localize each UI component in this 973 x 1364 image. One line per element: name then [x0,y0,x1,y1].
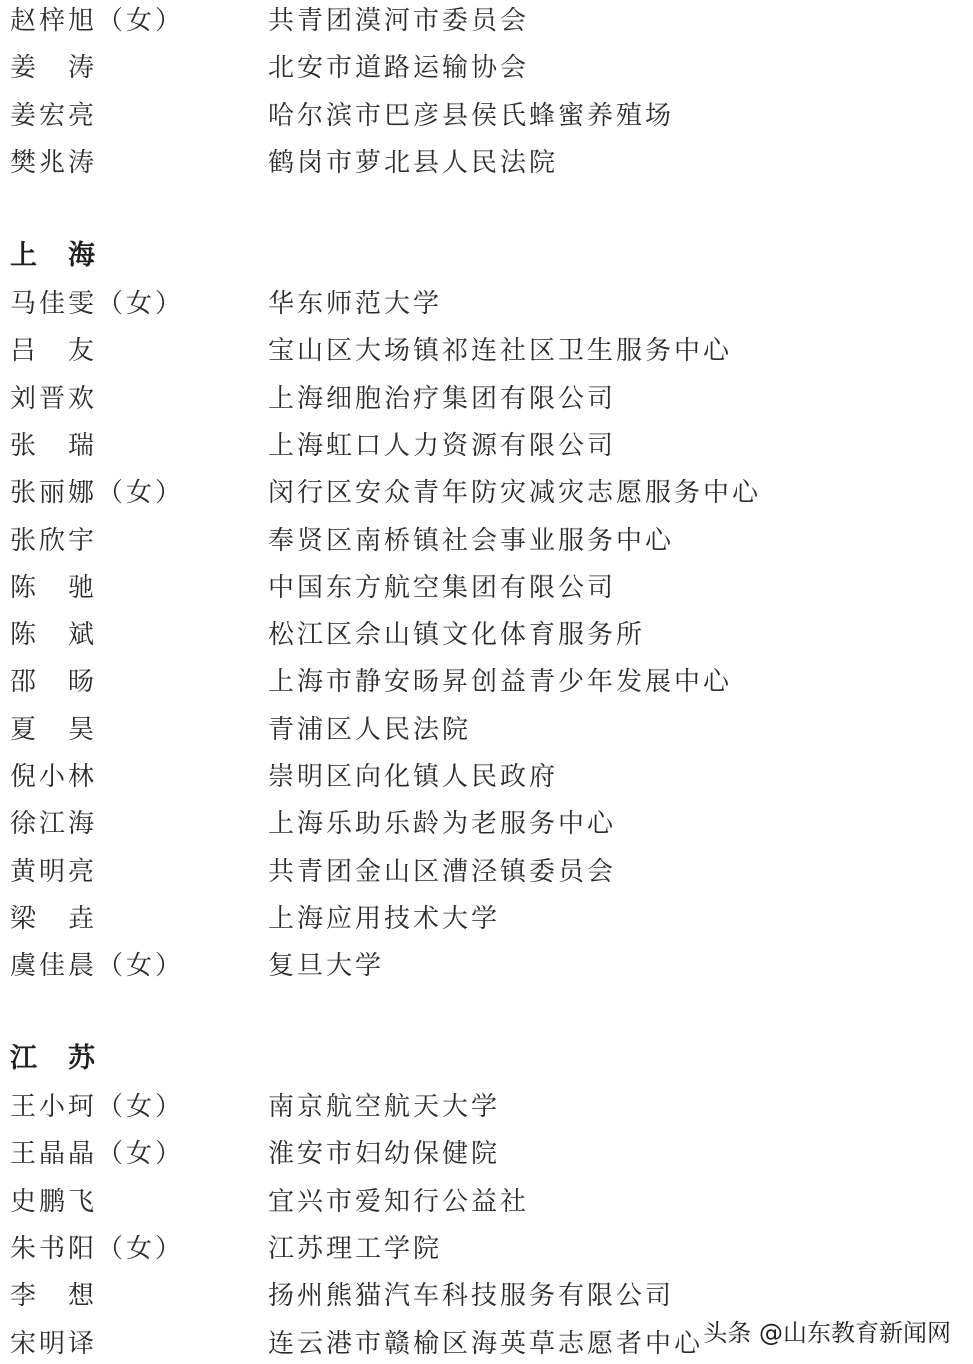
list-item [0,946,973,986]
organization-name: 连云港市赣榆区海英草志愿者中心 [268,1328,704,1359]
list-item [0,331,973,371]
person-name: 陈 驰 [10,572,98,603]
organization-name: 上海市静安旸昇创益青少年发展中心 [268,667,733,698]
list-item [0,710,973,750]
person-name: 姜宏亮 [10,100,98,131]
organization-name: 复旦大学 [268,951,385,982]
person-name: 樊兆涛 [10,147,98,178]
organization-name: 闵行区安众青年防灾减灾志愿服务中心 [268,478,762,509]
organization-name: 扬州熊猫汽车科技服务有限公司 [268,1281,675,1312]
person-name: 邵 旸 [10,667,98,698]
list-item [0,96,973,136]
organization-name: 上海虹口人力资源有限公司 [268,430,617,461]
organization-name: 鹤岗市萝北县人民法院 [268,147,559,178]
person-name: 黄明亮 [10,856,98,887]
list-item [0,852,973,892]
person-name: 张丽娜（女） [10,478,185,509]
person-name: 史鹏飞 [10,1186,98,1217]
list-item [0,284,973,324]
person-name: 王小珂（女） [10,1092,185,1122]
organization-name: 崇明区向化镇人民政府 [268,762,559,792]
list-item [0,426,973,466]
person-name: 刘晋欢 [10,383,98,414]
list-item [0,662,973,702]
list-item [0,48,973,88]
organization-name: 哈尔滨市巴彦县侯氏蜂蜜养殖场 [268,100,675,131]
list-item [0,757,973,797]
organization-name: 青浦区人民法院 [268,714,472,745]
person-name: 王晶晶（女） [10,1139,185,1170]
person-name: 张 瑞 [10,430,98,461]
person-name: 马佳雯（女） [10,289,185,319]
person-name: 张欣宇 [10,525,98,556]
list-item [0,521,973,561]
person-name: 李 想 [10,1281,98,1312]
person-name: 赵梓旭（女） [10,6,185,36]
list-item [0,804,973,844]
person-name: 夏 昊 [10,714,98,745]
list-item [0,379,973,419]
list-item [0,568,973,608]
organization-name: 共青团漠河市委员会 [268,6,530,36]
organization-name: 江苏理工学院 [268,1233,443,1264]
person-name: 虞佳晨（女） [10,951,185,982]
organization-name: 上海细胞治疗集团有限公司 [268,383,617,414]
list-item [0,1276,973,1316]
person-name: 倪小林 [10,762,98,792]
organization-name: 上海应用技术大学 [268,903,501,934]
person-name: 梁 垚 [10,903,98,934]
organization-name: 淮安市妇幼保健院 [268,1139,501,1170]
person-name: 朱书阳（女） [10,1233,185,1264]
list-item [0,1134,973,1174]
organization-name: 上海乐助乐龄为老服务中心 [268,809,617,840]
section-heading: 江 苏 [10,1043,97,1074]
organization-name: 共青团金山区漕泾镇委员会 [268,856,617,887]
source-watermark: 头条 @山东教育新闻网 [703,1319,951,1347]
list-item [0,615,973,655]
section-heading: 上 海 [10,240,97,271]
person-name: 徐江海 [10,809,98,840]
organization-name: 奉贤区南桥镇社会事业服务中心 [268,525,675,556]
organization-name: 中国东方航空集团有限公司 [268,572,617,603]
person-name: 吕 友 [10,336,98,367]
organization-name: 南京航空航天大学 [268,1092,501,1122]
list-item [0,1,973,41]
person-name: 陈 斌 [10,620,98,651]
list-item [0,473,973,513]
organization-name: 宜兴市爱知行公益社 [268,1186,530,1217]
organization-name: 华东师范大学 [268,289,443,319]
list-item [0,143,973,183]
list-item [0,1087,973,1127]
person-name: 宋明译 [10,1328,98,1359]
list-item [0,1182,973,1222]
organization-name: 宝山区大场镇祁连社区卫生服务中心 [268,336,733,367]
organization-name: 北安市道路运输协会 [268,53,530,84]
organization-name: 松江区佘山镇文化体育服务所 [268,620,646,651]
list-item [0,1229,973,1269]
person-name: 姜 涛 [10,53,98,84]
list-item [0,899,973,939]
